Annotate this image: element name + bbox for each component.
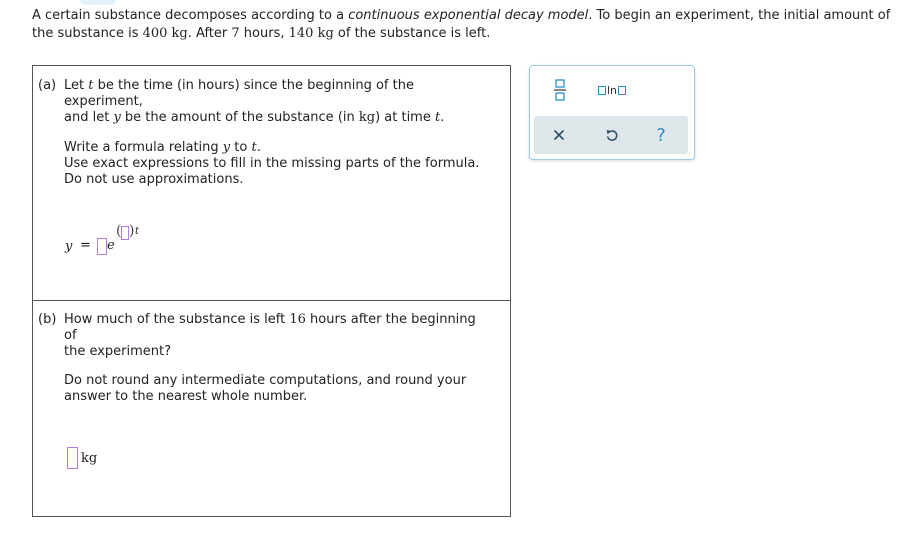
part-a-line2-end: .	[440, 110, 445, 125]
part-b-hours: 16	[289, 312, 306, 327]
instr1-mid: to	[230, 140, 252, 155]
undo-button[interactable]	[601, 125, 623, 145]
part-b-instruction-1: Do not round any intermediate computations, and round your	[64, 373, 467, 388]
intro-text-4: hours,	[239, 26, 289, 41]
part-b-line-1	[64, 312, 490, 344]
intro-text-1: A certain substance decomposes according to a	[32, 8, 349, 23]
intro-left-value: 140 kg	[288, 26, 334, 41]
fraction-button[interactable]	[550, 76, 570, 104]
part-b-question	[64, 312, 490, 405]
part-a-line-1	[64, 78, 490, 110]
instr1-pre: Write a formula relating	[64, 140, 223, 155]
clear-button[interactable]	[548, 125, 570, 145]
var-t: t	[251, 140, 257, 155]
instr1-end: .	[256, 140, 261, 155]
part-a-line-2	[64, 110, 490, 126]
ln-coefficient-box-icon	[598, 86, 606, 95]
natural-log-button[interactable]	[590, 80, 634, 100]
part-a-instruction-1	[64, 140, 490, 156]
part-b-instruction-2: answer to the nearest whole number.	[64, 389, 308, 404]
math-toolbar	[529, 65, 695, 160]
part-a-line1-post: be the time (in hours) since the beginning of the experiment,	[64, 78, 414, 109]
tool-action-row	[534, 116, 688, 154]
part-a-line2-pre: and let	[64, 110, 114, 125]
exponent-open-paren: (	[116, 223, 122, 239]
part-a-line1-pre: Let	[64, 78, 89, 93]
part-a-instruction-2: Use exact expressions to fill in the missing parts of the formula.	[64, 156, 480, 171]
intro-hours-value: 7	[231, 26, 240, 41]
unit-kg: kg	[358, 110, 376, 125]
problem-intro	[32, 7, 897, 43]
undo-icon	[605, 128, 619, 142]
coefficient-input[interactable]	[97, 238, 107, 255]
fraction-icon	[553, 78, 567, 102]
formula-y: y	[65, 239, 73, 254]
part-b-line-2: the experiment?	[64, 344, 172, 359]
var-t: t	[88, 78, 94, 93]
intro-text-3: . After	[187, 26, 232, 41]
intro-initial-value: 400 kg	[142, 26, 188, 41]
formula-answer	[65, 223, 185, 261]
part-a-line2-mid: be the amount of the substance (in	[120, 110, 359, 125]
exponent-t: t	[135, 226, 140, 237]
formula-equals: =	[80, 238, 91, 253]
part-b-q-pre: How much of the substance is left	[64, 312, 290, 327]
top-tab-decoration	[80, 0, 116, 5]
var-t: t	[434, 110, 441, 125]
amount-unit: kg	[81, 451, 98, 466]
question-panel	[32, 65, 511, 517]
ln-label: ln	[606, 83, 618, 97]
help-icon: ?	[656, 124, 666, 146]
help-button[interactable]	[650, 123, 672, 147]
part-b-q-post: hours after the beginning of	[64, 312, 476, 343]
intro-italic-model: continuous exponential decay model	[348, 8, 589, 23]
part-a-question	[64, 78, 490, 188]
exponent-input[interactable]	[121, 226, 129, 240]
ln-argument-box-icon	[618, 86, 626, 95]
amount-input[interactable]	[67, 447, 78, 469]
var-y: y	[113, 110, 121, 125]
part-a	[33, 66, 510, 301]
part-a-line2-post: ) at time	[375, 110, 435, 125]
var-y: y	[222, 140, 231, 155]
formula-e: e	[107, 238, 115, 253]
part-b	[33, 301, 510, 516]
intro-text-2: . To begin an experiment, the initial amount of the substance is	[32, 8, 891, 41]
part-a-instruction-3: Do not use approximations.	[64, 172, 244, 187]
part-b-label: (b)	[38, 312, 57, 327]
intro-text-5: of the substance is left.	[333, 26, 491, 41]
exponent-close-paren: )	[129, 223, 135, 239]
part-a-label: (a)	[38, 78, 57, 93]
close-icon	[553, 129, 565, 141]
